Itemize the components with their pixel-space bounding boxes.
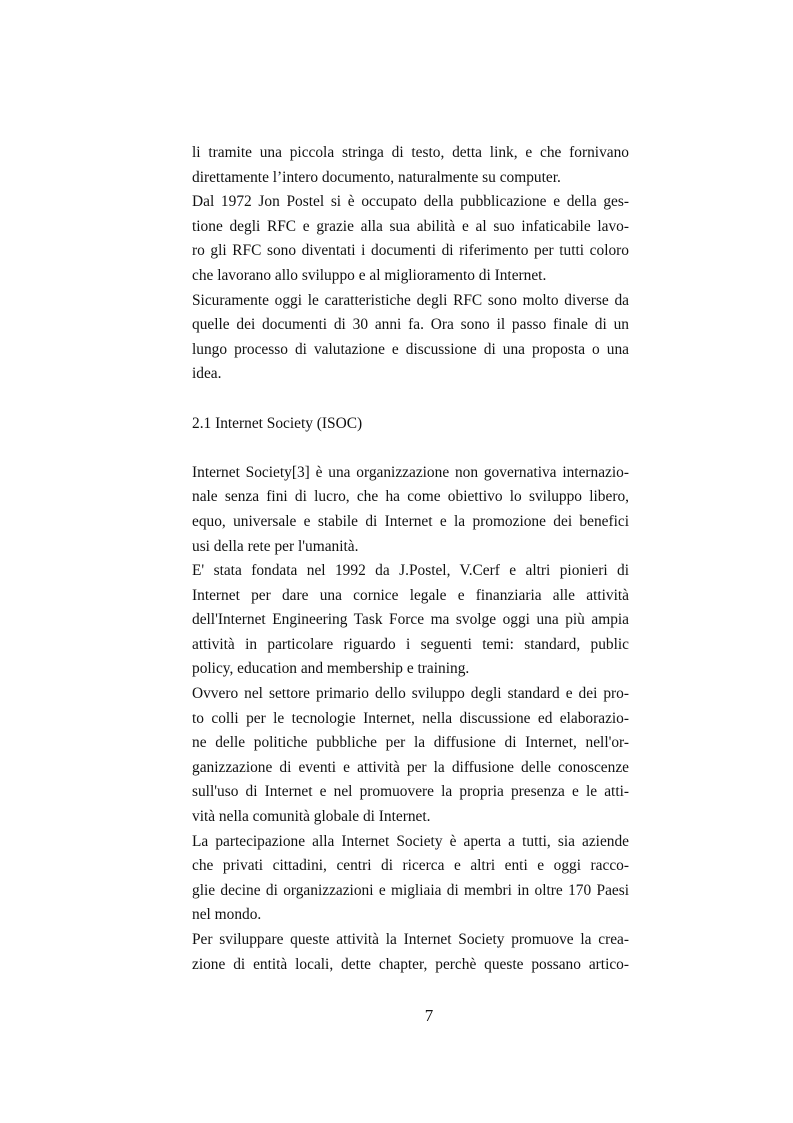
paragraph [192,830,629,928]
text-line: vità nella comunità globale di Internet. [192,808,431,826]
text-line: Ovvero nel settore primario dello sviluppo degli standard e dei pro- [192,685,629,703]
text-line: quelle dei documenti di 30 anni fa. Ora sono il passo finale di un [192,316,629,334]
text-line: equo, universale e stabile di Internet e la promozione dei benefici [192,512,629,530]
paragraph [192,461,629,559]
text-line: policy, education and membership e training. [192,660,470,678]
text-line: Per sviluppare queste attività la Internet Society promuove la crea- [192,931,629,948]
text-line: che lavorano allo sviluppo e al miglioramento di Internet. [192,266,547,284]
text-line: glie decine di organizzazioni e migliaia di membri in oltre 170 Paesi [192,881,629,899]
page-number: 7 [424,1006,434,1025]
text-line: E' stata fondata nel 1992 da J.Postel, V.Cerf e altri pionieri di [192,562,629,580]
paragraph [192,928,629,977]
text-line: usi della rete per l'umanità. [192,537,359,555]
paragraph [192,682,629,830]
section-heading: 2.1 Internet Society (ISOC) [192,414,363,432]
text-line: zione di entità locali, dette chapter, perchè queste possano artico- [192,955,629,973]
text-line: La partecipazione alla Internet Society è aperta a tutti, sia aziende [192,832,629,850]
spacer [192,387,629,412]
text-line: li tramite una piccola stringa di testo, detta link, e che fornivano [192,144,629,161]
paragraph [192,289,629,387]
paragraph [192,559,629,682]
paragraph [192,190,629,288]
text-line: ne delle politiche pubbliche per la diffusione di Internet, nell'or- [192,734,629,752]
text-line: lungo processo di valutazione e discussione di una proposta o una [192,340,629,358]
text-line: to colli per le tecnologie Internet, nella discussione ed elaborazio- [192,709,629,727]
spacer [192,436,629,461]
text-line: nale senza fini di lucro, che ha come obiettivo lo sviluppo libero, [192,488,629,506]
text-line: Dal 1972 Jon Postel si è occupato della pubblicazione e della ges- [192,193,629,211]
text-line: direttamente l’intero documento, naturalmente su computer. [192,168,561,186]
text-line: Internet Society[3] è una organizzazione non governativa internazio- [192,463,629,481]
text-line: che privati cittadini, centri di ricerca e altri enti e oggi racco- [192,857,629,875]
text-line: Internet per dare una cornice legale e finanziaria alle attività [192,586,629,604]
text-line: Sicuramente oggi le caratteristiche degli RFC sono molto diverse da [192,291,629,309]
page-body [192,141,629,977]
text-line: nel mondo. [192,906,262,924]
text-line: attività in particolare riguardo i seguenti temi: standard, public [192,635,629,653]
text-line: ro gli RFC sono diventati i documenti di riferimento per tutti coloro [192,242,629,260]
text-line: ganizzazione di eventi e attività per la diffusione delle conoscenze [192,758,629,776]
paragraph [192,141,629,190]
intro-text [192,141,629,387]
text-line: dell'Internet Engineering Task Force ma svolge oggi una più ampia [192,611,629,629]
text-line: sull'uso di Internet e nel promuovere la propria presenza e le atti- [192,783,629,801]
text-line: idea. [192,365,222,383]
section-text [192,461,629,977]
text-line: tione degli RFC e grazie alla sua abilità e al suo infaticabile lavo- [192,217,629,235]
